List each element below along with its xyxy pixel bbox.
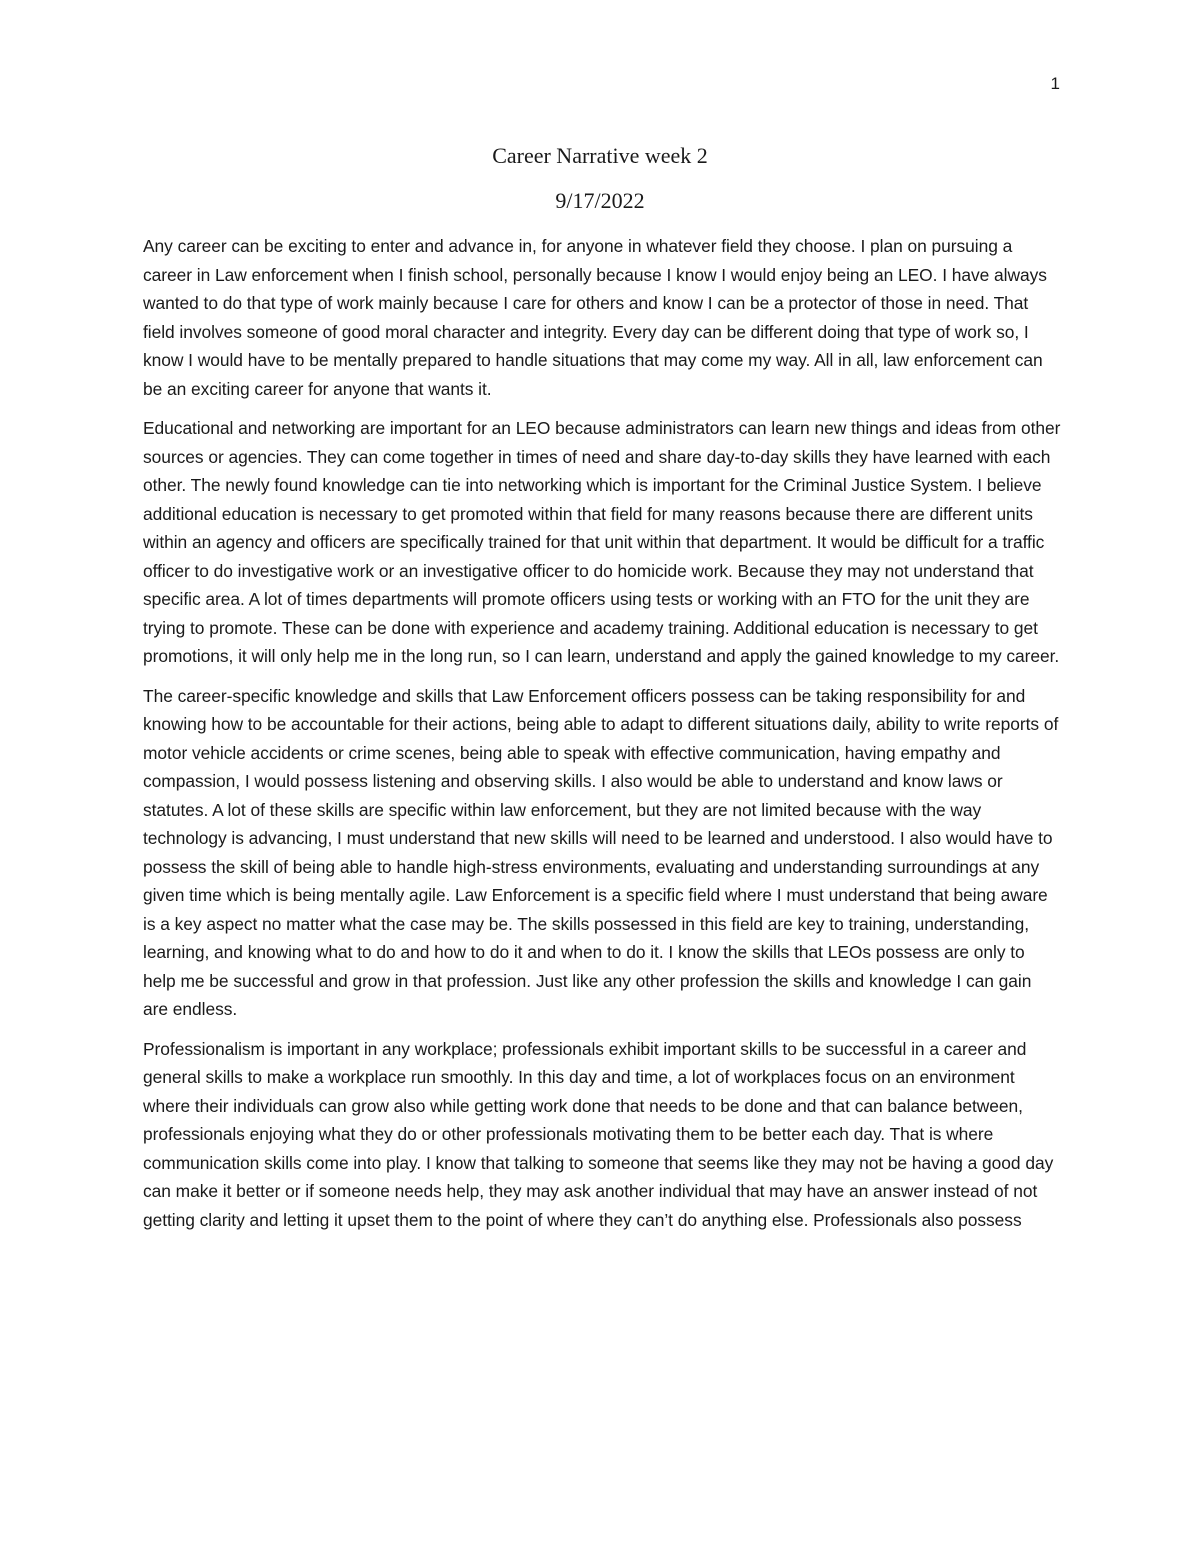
paragraph-2: Educational and networking are important for an LEO because administrators can learn new things and ideas from other sources or agencies. They can come together in times of need and share day-to-day skills they have learned with each other. The newly found knowledge can tie into networking which is important for the Criminal Justice System. I believe additional education is necessary to get promoted within that field for many reasons because there are different units within an agency and officers are specifically trained for that unit within that department. It would be difficult for a traffic officer to do investigative work or an investigative officer to do homicide work. Because they may not understand that specific area. A lot of times departments will promote officers using tests or working with an FTO for the unit they are trying to promote. These can be done with experience and academy training. Additional education is necessary to get promotions, it will only help me in the long run, so I can learn, understand and apply the gained knowledge to my career.	[143, 418, 1061, 666]
document-body	[143, 232, 1061, 1245]
document-title: Career Narrative week 2	[492, 143, 708, 168]
paragraph-3: The career-specific knowledge and skills that Law Enforcement officers possess can be taking responsibility for and knowing how to be accountable for their actions, being able to adapt to different situations daily, ability to write reports of motor vehicle accidents or crime scenes, being able to speak with effective communication, having empathy and compassion, I would possess listening and observing skills. I also would be able to understand and know laws or statutes. A lot of these skills are specific within law enforcement, but they are not limited because with the way technology is advancing, I must understand that new skills will need to be learned and understood. I also would have to possess the skill of being able to handle high-stress environments, evaluating and understanding surroundings at any given time which is being mentally agile. Law Enforcement is a specific field where I must understand that being aware is a key aspect no matter what the case may be. The skills possessed in this field are key to training, understanding, learning, and knowing what to do and how to do it and when to do it. I know the skills that LEOs possess are only to help me be successful and grow in that profession. Just like any other profession the skills and knowledge I can gain are endless.	[143, 685, 1059, 1019]
paragraph-1: Any career can be exciting to enter and advance in, for anyone in whatever field they choose. I plan on pursuing a career in Law enforcement when I finish school, personally because I know I would enjoy being an LEO. I have always wanted to do that type of work mainly because I care for others and know I can be a protector of those in need. That field involves someone of good moral character and integrity. Every day can be different doing that type of work so, I know I would have to be mentally prepared to handle situations that may come my way. All in all, law enforcement can be an exciting career for anyone that wants it.	[143, 236, 1047, 399]
page-number: 1	[1050, 74, 1060, 93]
document-date: 9/17/2022	[555, 188, 645, 213]
paragraph-4: Professionalism is important in any workplace; professionals exhibit important skills to be successful in a career and general skills to make a workplace run smoothly. In this day and time, a lot of workplaces focus on an environment where their individuals can grow also while getting work done that needs to be done and that can balance between, professionals enjoying what they do or other professionals motivating them to be better each day. That is where communication skills come into play. I know that talking to someone that seems like they may not be having a good day can make it better or if someone needs help, they may ask another individual that may have an answer instead of not getting clarity and letting it upset them to the point of where they can’t do anything else. Professionals also possess	[143, 1038, 1054, 1230]
